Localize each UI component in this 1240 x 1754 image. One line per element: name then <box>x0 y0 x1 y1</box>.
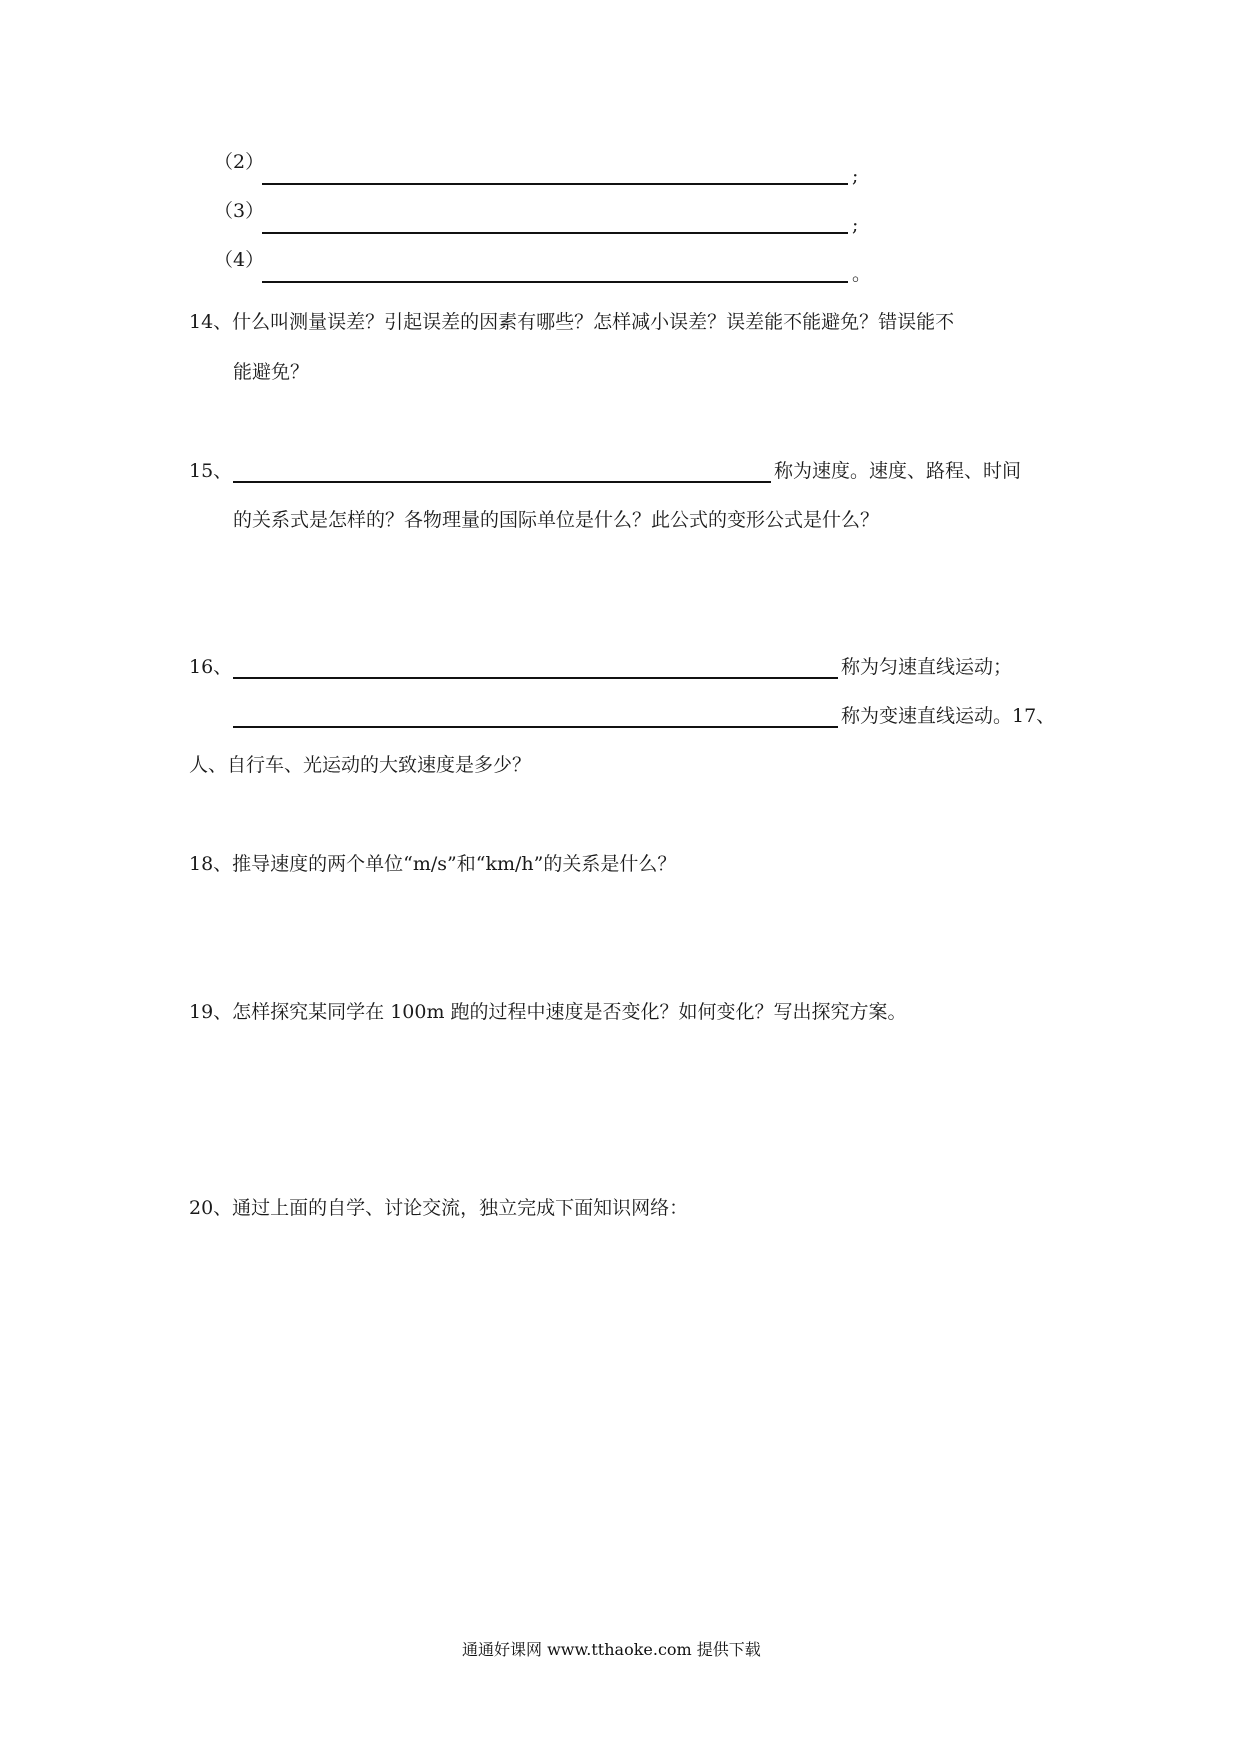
question-20-text: 20、通过上面的自学、讨论交流，独立完成下面知识网络： <box>189 1197 689 1219</box>
question-16-text-1: 称为匀速直线运动； <box>841 656 1013 678</box>
answer-blank-16b[interactable] <box>233 726 838 728</box>
footer-credit: 通通好课网 www.tthaoke.com 提供下载 <box>462 1640 761 1659</box>
sub-item-2-label: （2） <box>214 151 265 173</box>
question-14-line-2: 能避免？ <box>233 361 310 383</box>
sub-item-4-label: （4） <box>214 249 265 271</box>
question-15-line-2: 的关系式是怎样的？各物理量的国际单位是什么？此公式的变形公式是什么？ <box>233 509 880 531</box>
question-16-text-2: 称为变速直线运动。17、 <box>841 705 1056 727</box>
question-14-line-1: 14、什么叫测量误差？引起误差的因素有哪些？怎样减小误差？误差能不能避免？错误能不 <box>189 311 955 333</box>
answer-blank-4[interactable] <box>262 281 848 283</box>
sub-item-2-end: ; <box>852 165 859 187</box>
answer-blank-3[interactable] <box>262 232 848 234</box>
sub-item-3-label: （3） <box>214 200 265 222</box>
question-16-number: 16、 <box>189 656 233 678</box>
answer-blank-2[interactable] <box>262 183 848 185</box>
question-19-text: 19、怎样探究某同学在 100m 跑的过程中速度是否变化？如何变化？写出探究方案。 <box>189 1001 907 1023</box>
answer-blank-15[interactable] <box>233 481 771 483</box>
question-17-text: 人、自行车、光运动的大致速度是多少？ <box>189 754 532 776</box>
question-15-text: 称为速度。速度、路程、时间 <box>774 460 1022 482</box>
sub-item-3-end: ; <box>852 214 859 236</box>
question-18-text: 18、推导速度的两个单位“m/s”和“km/h”的关系是什么？ <box>189 853 677 875</box>
answer-blank-16a[interactable] <box>233 677 838 679</box>
question-15-number: 15、 <box>189 460 233 482</box>
sub-item-4-end: 。 <box>852 263 872 285</box>
